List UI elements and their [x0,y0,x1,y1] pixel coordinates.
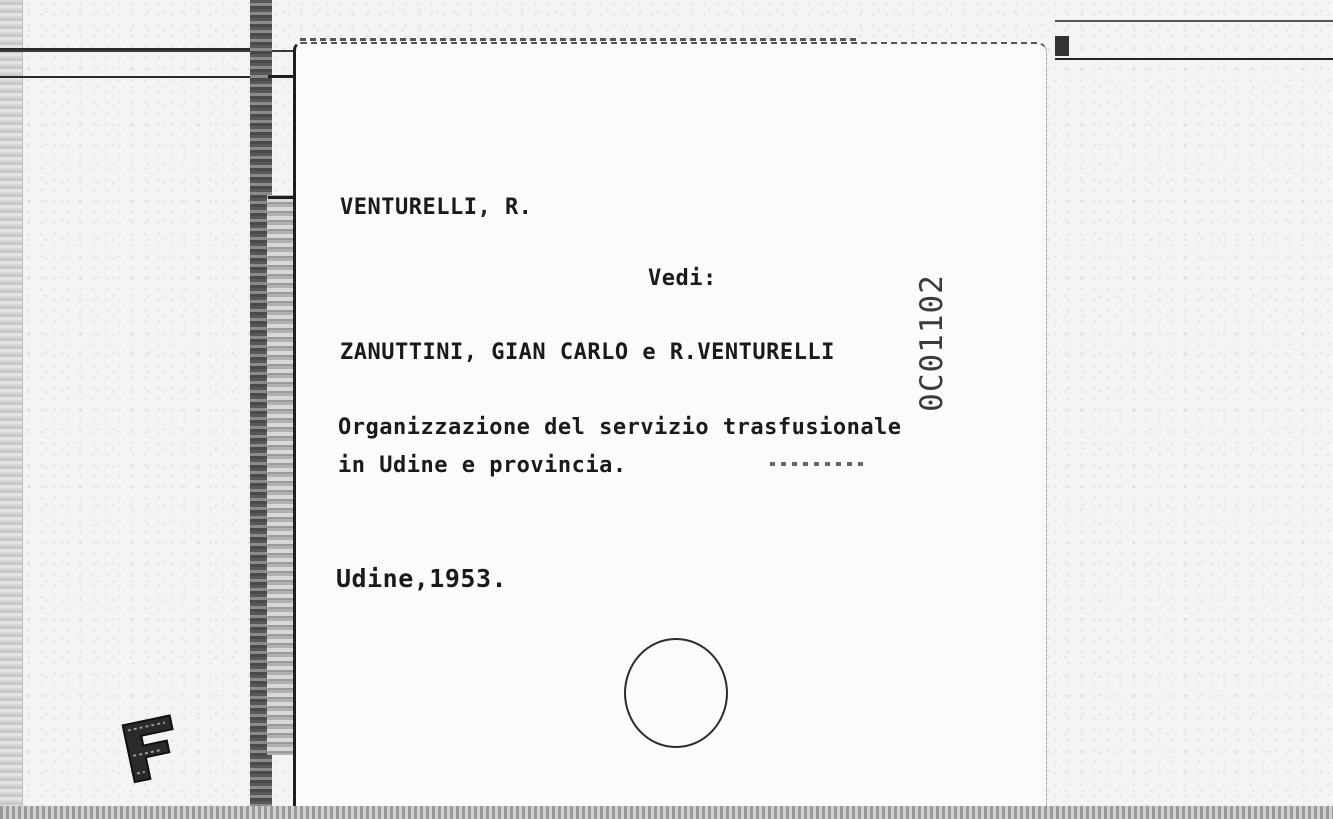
right-card-tab-edge [1055,20,1333,60]
see-reference-label: Vedi: [648,266,717,291]
work-title-line-1: Organizzazione del servizio trasfusionale [338,415,902,440]
work-title-line-2: in Udine e provincia. [338,453,627,478]
inventory-stamp-text: 0C01102 [914,274,950,412]
referenced-authors: ZANUTTINI, GIAN CARLO e R.VENTURELLI [340,340,835,365]
card-author: VENTURELLI, R. [340,195,533,220]
left-card-edge [0,0,23,819]
publication-place-date: Udine,1953. [336,564,508,593]
right-card-tab-mark [1055,36,1069,56]
hole-circle-icon [624,638,728,748]
scan-bottom-edge [0,806,1333,819]
inventory-stamp-number [904,258,960,428]
background-card-top-edge [0,0,255,50]
ink-smudge [770,462,865,466]
card-top-dashed-edge [300,38,860,41]
f-stamp-icon [118,712,184,784]
